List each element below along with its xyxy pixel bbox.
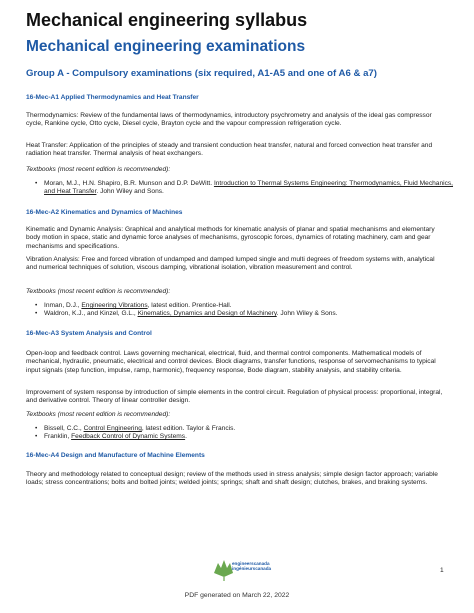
section-heading-a4: 16-Mec-A4 Design and Manufacture of Machine Elements [26, 452, 205, 459]
section-a1-references [26, 180, 454, 197]
reference-publisher: , latest edition. Prentice-Hall. [147, 302, 232, 309]
bullet-icon: • [35, 425, 38, 432]
reference-item [35, 302, 454, 310]
page-subtitle: Mechanical engineering examinations [26, 38, 306, 55]
reference-publisher: , latest edition. Taylor & Francis. [141, 425, 236, 432]
reference-link[interactable]: Engineering Vibrations [81, 302, 148, 309]
page-title: Mechanical engineering syllabus [26, 10, 308, 30]
reference-item [35, 425, 454, 433]
reference-item [35, 433, 454, 441]
section-heading-a2: 16-Mec-A2 Kinematics and Dynamics of Machines [26, 209, 183, 216]
logo-line-english: engineerscanada [232, 561, 270, 566]
section-a3-references [26, 425, 454, 442]
section-a2-references [26, 302, 454, 319]
reference-link[interactable]: Kinematics, Dynamics and Design of Machinery [137, 310, 277, 318]
reference-item [35, 180, 454, 197]
logo-wordmark [232, 561, 271, 572]
section-a2-paragraph-1: Kinematic and Dynamic Analysis: Graphical and analytical methods for kinematic analysis of planar and spatial mechanisms and elementary body motion in space, static and dynamic force analyses of mechanisms, gyroscopic forces, dynamics of rotating machinery, cam and gear mechanisms and specifications. [26, 226, 435, 250]
section-heading-a1: 16-Mec-A1 Applied Thermodynamics and Heat Transfer [26, 94, 199, 101]
reference-publisher: . John Wiley & Sons. [276, 310, 338, 318]
reference-authors: Franklin, [44, 433, 72, 441]
bullet-icon: • [35, 433, 38, 441]
reference-item [35, 310, 454, 318]
section-a1-textbooks-label: Textbooks (most recent edition is recommended): [26, 166, 171, 173]
bullet-icon: • [35, 180, 38, 187]
section-a2-textbooks-label: Textbooks (most recent edition is recommended): [26, 288, 171, 295]
section-heading-a3: 16-Mec-A3 System Analysis and Control [26, 330, 152, 337]
reference-link[interactable]: Introduction to Thermal Systems Engineering: Thermodynamics, Fluid Mechanics, and Heat Transfer [44, 180, 454, 196]
section-a3-paragraph-1: Open-loop and feedback control. Laws governing mechanical, electrical, fluid, and thermal control components. Mathematical models of mechanical, hydraulic, pneumatic, electrical and control devices. Block diagrams, transfer functions, response of servomechanisms to typical input signals (step function, impulse, ramp, harmonic), frequency response, Bode diagram, stability analysis, and stability criteria. [26, 350, 436, 374]
bullet-icon: • [35, 310, 38, 318]
reference-publisher: . [185, 433, 187, 441]
reference-authors: Waldron, K.J., and Kinzel, G.L., [44, 310, 138, 318]
reference-authors: Bissell, C.C., [44, 425, 84, 432]
section-a1-paragraph-2: Heat Transfer: Application of the principles of steady and transient conduction heat transfer, natural and forced convection heat transfer and radiation heat transfer. Thermal analysis of heat exchangers. [26, 142, 433, 158]
logo-line-french: ingénieurscanada [232, 566, 272, 572]
reference-link[interactable]: Control Engineering [83, 425, 142, 432]
section-a2-paragraph-2: Vibration Analysis: Free and forced vibration of undamped and damped lumped single and multi degrees of freedom systems with, analytical and numerical techniques of solution, viscous damping, vibrational isolation, vibration measurement and control. [26, 256, 435, 272]
section-a1-paragraph-1: Thermodynamics: Review of the fundamental laws of thermodynamics, introductory psychrometry and analysis of the ideal gas compressor cycle, Rankine cycle, Otto cycle, Diesel cycle, Brayton cycle and the vapour compression refrigeration cycle. [26, 112, 432, 128]
page-number: 1 [440, 567, 444, 574]
group-heading: Group A - Compulsory examinations (six required, A1-A5 and one of A6 & a7) [26, 68, 377, 79]
reference-authors: Moran, M.J., H.N. Shapiro, B.R. Munson and D.P. DeWitt. [44, 180, 213, 187]
section-a4-paragraph-1: Theory and methodology related to conceptual design; review of the methods used in stress analysis; simple design factor approach; variable loads; stress concentrations; bolts and bolted joints; welded joints; springs; shaft and shaft design; clutches, brakes, and braking systems. [26, 471, 438, 487]
pdf-generated-footer: PDF generated on March 22, 2022 [184, 592, 290, 599]
bullet-icon: • [35, 302, 38, 309]
reference-link[interactable]: Feedback Control of Dynamic Systems [71, 433, 186, 441]
reference-authors: Inman, D.J., [44, 302, 82, 309]
section-a3-paragraph-2: Improvement of system response by introduction of simple elements in the control circuit. Regulation of physical process: proportional, integral, and derivative control. Theory of linear controller design. [26, 389, 443, 405]
section-a3-textbooks-label: Textbooks (most recent edition is recommended): [26, 411, 171, 418]
reference-publisher: . John Wiley and Sons. [96, 188, 164, 196]
